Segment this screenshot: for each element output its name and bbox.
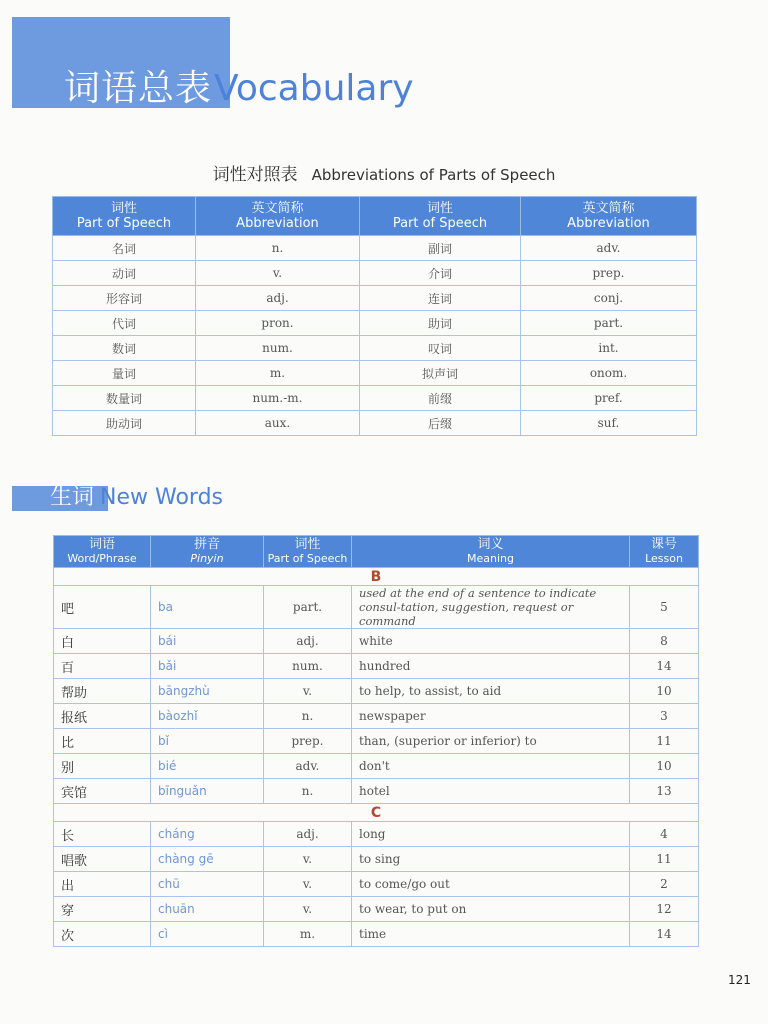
table-cell: m. [196, 361, 360, 386]
table-cell: 连词 [360, 286, 521, 311]
table-cell: num. [264, 654, 352, 679]
table-row [54, 847, 699, 872]
table-cell: pron. [196, 311, 360, 336]
table-cell: 4 [630, 822, 699, 847]
table-cell: 量词 [53, 361, 196, 386]
table-cell: 帮助 [54, 679, 151, 704]
table-cell: prep. [264, 729, 352, 754]
table-cell: 比 [54, 729, 151, 754]
table-cell: pref. [521, 386, 697, 411]
table-row [54, 897, 699, 922]
table-cell: 穿 [54, 897, 151, 922]
table-cell: than, (superior or inferior) to [352, 729, 630, 754]
table-row [54, 822, 699, 847]
section-title [50, 483, 223, 513]
table-cell: 副词 [360, 236, 521, 261]
table-cell: 助词 [360, 311, 521, 336]
table-cell: 唱歌 [54, 847, 151, 872]
table-cell: to wear, to put on [352, 897, 630, 922]
table-cell: bái [151, 629, 264, 654]
table-cell: 拟声词 [360, 361, 521, 386]
table-cell: cì [151, 922, 264, 947]
table-cell: white [352, 629, 630, 654]
table-cell: 别 [54, 754, 151, 779]
table-cell: adj. [196, 286, 360, 311]
header-cell: 词性 Part of Speech [360, 197, 521, 236]
table-cell: 3 [630, 704, 699, 729]
table-cell: bàozhǐ [151, 704, 264, 729]
table-cell: 14 [630, 922, 699, 947]
header-cell: 英文简称 Abbreviation [521, 197, 697, 236]
table-cell: 13 [630, 779, 699, 804]
table-cell: 动词 [53, 261, 196, 286]
table-cell: part. [264, 586, 352, 629]
table-cell: 14 [630, 654, 699, 679]
table-cell: 名词 [53, 236, 196, 261]
page-title-zh: 词语总表 [64, 68, 213, 109]
table-row [54, 654, 699, 679]
section-letter-row [54, 568, 699, 586]
new-words-header-row [54, 536, 699, 568]
section-title-zh: 生词 [50, 485, 95, 510]
table-cell: 后缀 [360, 411, 521, 436]
table-cell: v. [196, 261, 360, 286]
table-cell: ba [151, 586, 264, 629]
table-row [54, 704, 699, 729]
table-row [54, 922, 699, 947]
table-cell: onom. [521, 361, 697, 386]
header-cell: 词性 Part of Speech [53, 197, 196, 236]
table-cell: 百 [54, 654, 151, 679]
table-cell: bāngzhù [151, 679, 264, 704]
table-cell: bǐ [151, 729, 264, 754]
table-cell: part. [521, 311, 697, 336]
table-row [53, 361, 697, 386]
table-cell: to help, to assist, to aid [352, 679, 630, 704]
new-words-body [54, 568, 699, 947]
abbreviations-table [52, 196, 697, 436]
abbreviations-caption-en: Abbreviations of Parts of Speech [311, 166, 556, 184]
table-cell: 前缀 [360, 386, 521, 411]
table-cell: 助动词 [53, 411, 196, 436]
table-cell: 10 [630, 679, 699, 704]
table-cell: hundred [352, 654, 630, 679]
table-cell: hotel [352, 779, 630, 804]
table-row [53, 236, 697, 261]
header-cell: 课号 Lesson [630, 536, 699, 568]
table-row [53, 311, 697, 336]
table-cell: 数词 [53, 336, 196, 361]
table-row [53, 286, 697, 311]
table-cell: newspaper [352, 704, 630, 729]
abbreviations-caption [0, 160, 768, 185]
table-cell: 形容词 [53, 286, 196, 311]
table-cell: chuān [151, 897, 264, 922]
table-cell: 吧 [54, 586, 151, 629]
table-cell: v. [264, 847, 352, 872]
table-row [54, 754, 699, 779]
header-cell: 词语 Word/Phrase [54, 536, 151, 568]
table-cell: cháng [151, 822, 264, 847]
table-cell: adv. [521, 236, 697, 261]
abbreviations-body [53, 236, 697, 436]
page-title [64, 66, 414, 112]
table-cell: 叹词 [360, 336, 521, 361]
table-row [53, 386, 697, 411]
table-cell: 数量词 [53, 386, 196, 411]
table-cell: chū [151, 872, 264, 897]
table-cell: don't [352, 754, 630, 779]
table-cell: suf. [521, 411, 697, 436]
table-row [53, 411, 697, 436]
table-cell: adj. [264, 629, 352, 654]
table-cell: 白 [54, 629, 151, 654]
table-cell: v. [264, 897, 352, 922]
table-cell: bié [151, 754, 264, 779]
table-row [54, 586, 699, 629]
section-letter: B [54, 568, 699, 586]
table-cell: prep. [521, 261, 697, 286]
table-cell: 次 [54, 922, 151, 947]
table-cell: time [352, 922, 630, 947]
table-cell: 5 [630, 586, 699, 629]
table-cell: 10 [630, 754, 699, 779]
table-row [54, 679, 699, 704]
table-cell: n. [264, 704, 352, 729]
table-cell: 宾馆 [54, 779, 151, 804]
abbreviations-header-row [53, 197, 697, 236]
new-words-table [53, 535, 699, 947]
table-row [54, 872, 699, 897]
table-cell: used at the end of a sentence to indicate consul-tation, suggestion, request or command [352, 586, 630, 629]
table-cell: to come/go out [352, 872, 630, 897]
table-cell: m. [264, 922, 352, 947]
table-cell: n. [264, 779, 352, 804]
table-cell: num. [196, 336, 360, 361]
table-cell: long [352, 822, 630, 847]
table-row [53, 336, 697, 361]
table-cell: conj. [521, 286, 697, 311]
table-cell: n. [196, 236, 360, 261]
table-row [54, 629, 699, 654]
table-cell: adj. [264, 822, 352, 847]
table-cell: aux. [196, 411, 360, 436]
table-cell: 介词 [360, 261, 521, 286]
table-cell: int. [521, 336, 697, 361]
table-cell: 代词 [53, 311, 196, 336]
table-cell: bīnguǎn [151, 779, 264, 804]
page-number: 121 [728, 973, 751, 987]
table-cell: to sing [352, 847, 630, 872]
page-title-en: Vocabulary [214, 68, 414, 109]
table-cell: chàng gē [151, 847, 264, 872]
table-cell: num.-m. [196, 386, 360, 411]
header-cell: 拼音 Pinyin [151, 536, 264, 568]
table-cell: 8 [630, 629, 699, 654]
section-letter-row [54, 804, 699, 822]
section-title-en: New Words [100, 485, 224, 510]
table-cell: 出 [54, 872, 151, 897]
table-row [53, 261, 697, 286]
table-cell: v. [264, 872, 352, 897]
table-cell: 12 [630, 897, 699, 922]
header-cell: 词性 Part of Speech [264, 536, 352, 568]
table-cell: 2 [630, 872, 699, 897]
table-row [54, 729, 699, 754]
table-row [54, 779, 699, 804]
section-letter: C [54, 804, 699, 822]
table-cell: bǎi [151, 654, 264, 679]
table-cell: v. [264, 679, 352, 704]
table-cell: adv. [264, 754, 352, 779]
table-cell: 报纸 [54, 704, 151, 729]
table-cell: 11 [630, 729, 699, 754]
table-cell: 11 [630, 847, 699, 872]
header-cell: 词义 Meaning [352, 536, 630, 568]
abbreviations-caption-zh: 词性对照表 [212, 165, 298, 185]
header-cell: 英文简称 Abbreviation [196, 197, 360, 236]
table-cell: 长 [54, 822, 151, 847]
